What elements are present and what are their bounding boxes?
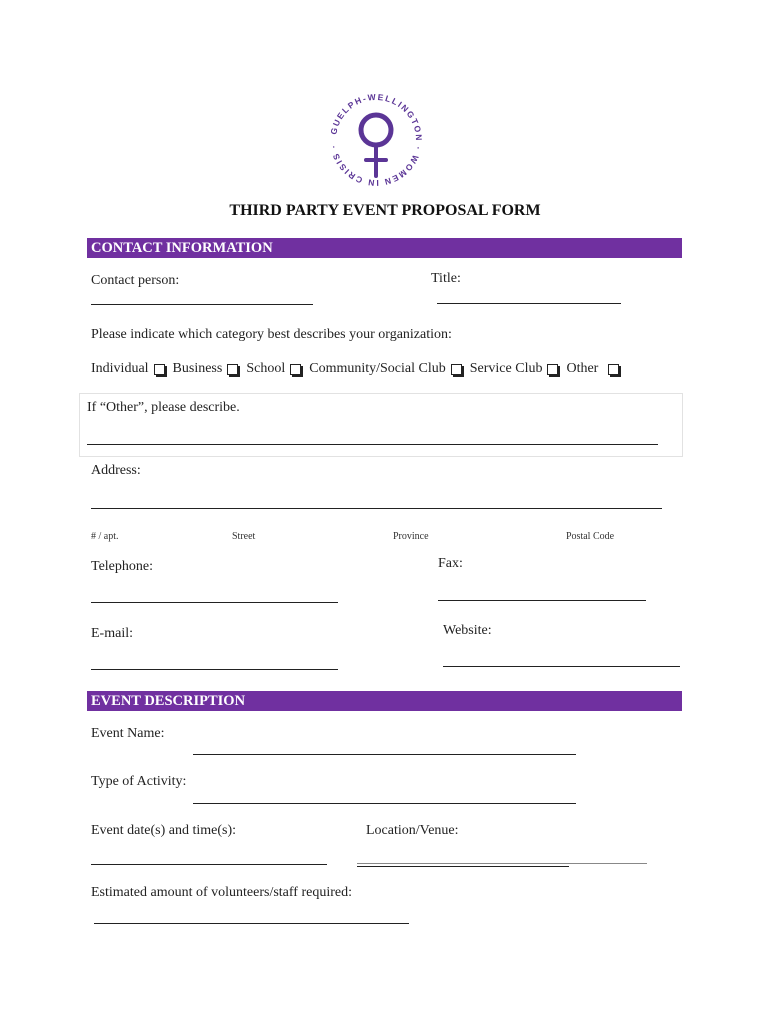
checkbox-icon[interactable]	[154, 364, 165, 375]
category-prompt: Please indicate which category best describes your organization:	[91, 327, 452, 342]
event-name-field[interactable]	[193, 754, 576, 755]
title-label: Title:	[431, 271, 461, 286]
women-symbol-logo-graphic	[320, 84, 432, 196]
website-label: Website:	[443, 623, 492, 638]
address-postal-code-caption: Postal Code	[566, 531, 615, 542]
form-title: THIRD PARTY EVENT PROPOSAL FORM	[229, 202, 541, 219]
location-label: Location/Venue:	[366, 823, 459, 838]
checkbox-icon[interactable]	[290, 364, 301, 375]
category-options	[91, 361, 627, 377]
checkbox-icon[interactable]	[547, 364, 558, 375]
category-school[interactable]: School	[246, 361, 303, 377]
email-label: E-mail:	[91, 626, 133, 641]
address-apt-caption: # / apt.	[91, 531, 119, 542]
checkbox-icon[interactable]	[451, 364, 462, 375]
address-province-caption: Province	[393, 531, 429, 542]
other-description-label: If “Other”, please describe.	[87, 400, 240, 415]
contact-person-label: Contact person:	[91, 273, 180, 288]
volunteers-label: Estimated amount of volunteers/staff required:	[91, 885, 353, 900]
address-field[interactable]	[91, 508, 662, 509]
location-field[interactable]	[357, 866, 569, 867]
address-street-caption: Street	[232, 531, 256, 542]
event-dates-field[interactable]	[91, 864, 327, 865]
event-dates-label: Event date(s) and time(s):	[91, 823, 237, 838]
svg-text:GUELPH-WELLINGTON · WOMEN IN C: GUELPH-WELLINGTON · WOMEN IN CRISIS ·	[328, 91, 425, 189]
contact-person-field[interactable]	[91, 304, 313, 305]
activity-type-field[interactable]	[193, 803, 576, 804]
event-name-label: Event Name:	[91, 726, 165, 741]
checkbox-icon[interactable]	[227, 364, 238, 375]
website-field[interactable]	[443, 666, 680, 667]
volunteers-field[interactable]	[94, 923, 409, 924]
organization-logo	[320, 84, 432, 196]
email-field[interactable]	[91, 669, 338, 670]
location-field-underline	[357, 863, 647, 864]
address-label: Address:	[91, 463, 141, 478]
category-other[interactable]: Other	[566, 361, 621, 377]
telephone-field[interactable]	[91, 602, 338, 603]
event-section-header: EVENT DESCRIPTION	[87, 691, 682, 711]
contact-section-header: CONTACT INFORMATION	[87, 238, 682, 258]
category-individual[interactable]: Individual	[91, 361, 167, 377]
category-business[interactable]: Business	[173, 361, 241, 377]
fax-field[interactable]	[438, 600, 646, 601]
category-community-social-club[interactable]: Community/Social Club	[309, 361, 464, 377]
checkbox-icon[interactable]	[608, 364, 619, 375]
fax-label: Fax:	[438, 556, 463, 571]
other-description-field[interactable]	[87, 444, 658, 445]
telephone-label: Telephone:	[91, 559, 153, 574]
category-service-club[interactable]: Service Club	[470, 361, 561, 377]
title-field[interactable]	[437, 303, 621, 304]
activity-type-label: Type of Activity:	[91, 774, 187, 789]
